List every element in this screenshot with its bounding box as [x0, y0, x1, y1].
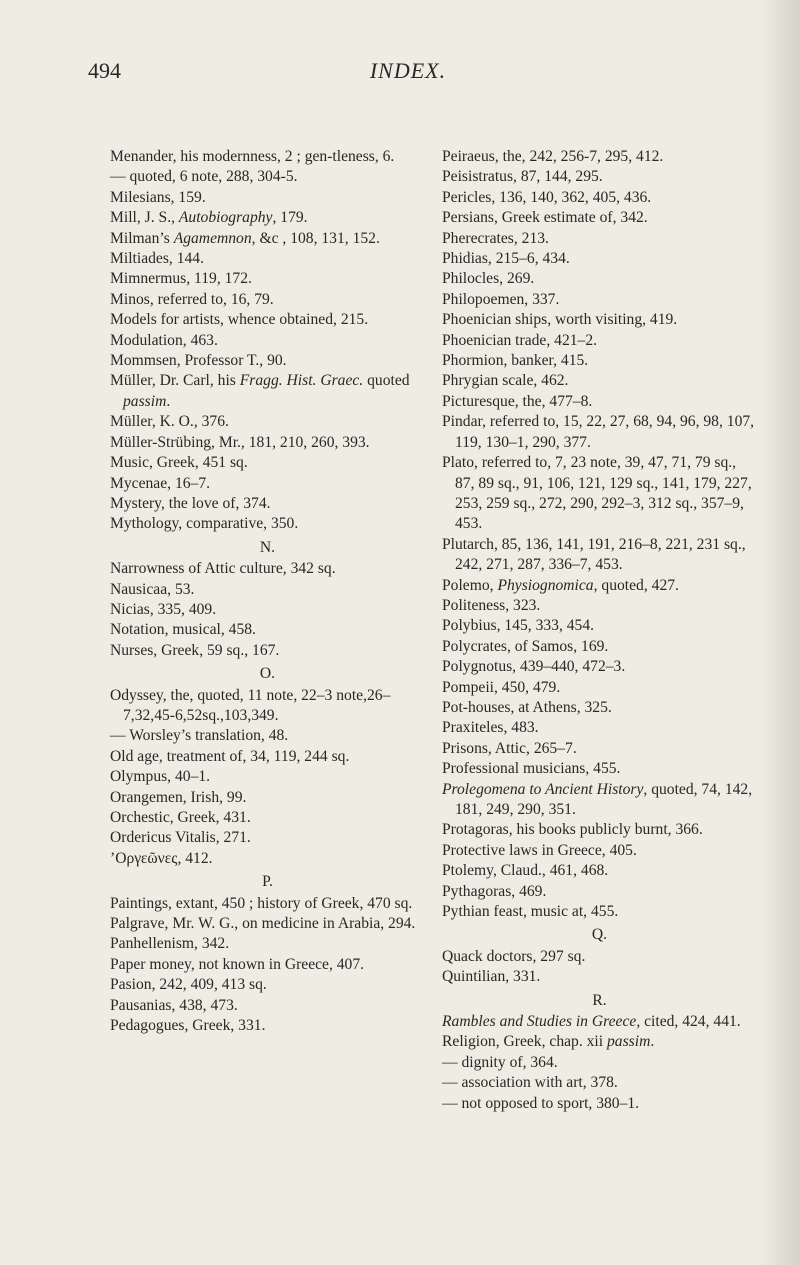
entry-text: . — [166, 392, 171, 410]
entry-text: Philopoemen, 337. — [442, 290, 560, 308]
entry-text: Old age, treatment of, 34, 119, 244 sq. — [110, 747, 350, 765]
entry-text: — quoted, 6 note, 288, 304-5. — [110, 168, 298, 186]
index-entry — [442, 208, 757, 228]
index-entry — [442, 820, 757, 840]
index-entry — [110, 580, 425, 600]
section-letter — [110, 872, 425, 892]
index-entry — [110, 996, 425, 1016]
index-entry — [442, 576, 757, 596]
entry-text: Pot-houses, at Athens, 325. — [442, 698, 612, 716]
index-entry — [442, 310, 757, 330]
index-entry — [442, 967, 757, 987]
index-entry — [110, 828, 425, 848]
index-entry — [110, 433, 425, 453]
entry-text: Polybius, 145, 333, 454. — [442, 617, 595, 635]
entry-text: Peiraeus, the, 242, 256-7, 295, 412. — [442, 148, 664, 165]
entry-text: Nurses, Greek, 59 sq., 167. — [110, 641, 280, 659]
index-column-left — [110, 147, 425, 1036]
section-letter — [442, 925, 757, 945]
index-entry — [110, 371, 425, 412]
entry-text: Polycrates, of Samos, 169. — [442, 637, 609, 655]
index-entry — [442, 1053, 757, 1073]
entry-text: Music, Greek, 451 sq. — [110, 454, 248, 472]
entry-text: Mythology, comparative, 350. — [110, 515, 299, 533]
index-entry — [442, 739, 757, 759]
italic-title: Rambles and Studies in Greece — [442, 1013, 637, 1031]
index-entry — [442, 657, 757, 677]
entry-text: Pherecrates, 213. — [442, 229, 549, 247]
entry-text: O. — [259, 665, 276, 683]
index-entry — [110, 1016, 425, 1036]
entry-text: Religion, Greek, chap. xii — [442, 1033, 607, 1051]
entry-text: Pasion, 242, 409, 413 sq. — [110, 976, 267, 994]
index-entry — [110, 849, 425, 869]
entry-text: Philocles, 269. — [442, 270, 535, 288]
index-entry — [110, 290, 425, 310]
entry-text: Müller-Strübing, Mr., 181, 210, 260, 393. — [110, 433, 370, 451]
index-entry — [110, 747, 425, 767]
entry-text: Orangemen, Irish, 99. — [110, 788, 247, 806]
index-entry — [442, 229, 757, 249]
index-entry — [442, 1012, 757, 1032]
index-entry — [442, 188, 757, 208]
index-entry — [442, 147, 757, 167]
entry-text: Mycenae, 16–7. — [110, 474, 211, 492]
index-entry — [110, 934, 425, 954]
index-entry — [442, 249, 757, 269]
index-entry — [442, 1094, 757, 1114]
entry-text: Polygnotus, 439–440, 472–3. — [442, 658, 626, 676]
entry-text: Müller, K. O., 376. — [110, 413, 229, 431]
entry-text: Panhellenism, 342. — [110, 935, 230, 953]
entry-text: Ptolemy, Claud., 461, 468. — [442, 862, 609, 880]
index-entry — [110, 494, 425, 514]
entry-text: Phrygian scale, 462. — [442, 372, 569, 390]
italic-title: Physiognomica — [497, 576, 594, 594]
running-title: INDEX. — [369, 58, 447, 83]
index-entry — [110, 767, 425, 787]
entry-text: Pausanias, 438, 473. — [110, 996, 238, 1014]
entry-text: Phormion, banker, 415. — [442, 352, 589, 370]
entry-text: Plato, referred to, 7, 23 note, 39, 47, 71, 79 sq., 87, 89 sq., 91, 106, 121, 129 sq., 141, 179, 227, 253, 259 sq., 272, 290, 292–3, 312 sq., 357–9, 453. — [442, 454, 752, 533]
index-entry — [110, 453, 425, 473]
index-entry — [442, 331, 757, 351]
entry-text: Modulation, 463. — [110, 331, 218, 349]
index-entry — [442, 392, 757, 412]
entry-text: Mill, J. S., — [110, 209, 179, 227]
index-entry — [442, 269, 757, 289]
entry-text: Protective laws in Greece, 405. — [442, 841, 637, 859]
entry-text: Phoenician ships, worth visiting, 419. — [442, 311, 678, 329]
italic-title: Autobiography — [178, 209, 273, 227]
index-entry — [110, 331, 425, 351]
entry-text: Orchestic, Greek, 431. — [110, 809, 251, 826]
index-entry — [442, 841, 757, 861]
index-entry — [110, 726, 425, 746]
entry-text: , quoted, 427. — [593, 576, 679, 594]
index-entry — [442, 535, 757, 576]
index-entry — [442, 290, 757, 310]
entry-text: , cited, 424, 441. — [636, 1013, 741, 1031]
index-entry — [442, 616, 757, 636]
entry-text: Picturesque, the, 477–8. — [442, 392, 593, 410]
index-entry — [110, 147, 425, 167]
entry-text: Pindar, referred to, 15, 22, 27, 68, 94, 96, 98, 107, 119, 130–1, 290, 377. — [442, 413, 755, 451]
index-entry — [110, 955, 425, 975]
index-entry — [110, 229, 425, 249]
index-column-right — [442, 147, 757, 1114]
entry-text: Peisistratus, 87, 144, 295. — [442, 168, 603, 186]
entry-text: Paintings, extant, 450 ; history of Greek, 470 sq. — [110, 894, 413, 912]
entry-text: ’Οργεῶνες, 412. — [110, 849, 213, 867]
entry-text: Milman’s — [110, 229, 174, 247]
entry-text: Phoenician trade, 421–2. — [442, 331, 598, 349]
entry-text: Mommsen, Professor T., 90. — [110, 352, 287, 370]
index-entry — [110, 167, 425, 187]
entry-text: , &c , 108, 131, 152. — [251, 229, 380, 247]
entry-text: Notation, musical, 458. — [110, 621, 256, 639]
entry-text: N. — [259, 538, 276, 556]
entry-text: Phidias, 215–6, 434. — [442, 250, 570, 268]
entry-text: Olympus, 40–1. — [110, 768, 211, 786]
index-entry — [442, 371, 757, 391]
index-entry — [110, 686, 425, 727]
entry-text: — association with art, 378. — [442, 1074, 618, 1092]
index-entry — [110, 310, 425, 330]
entry-text: Müller, Dr. Carl, his — [110, 372, 240, 390]
entry-text: Professional musicians, 455. — [442, 760, 621, 778]
index-entry — [442, 902, 757, 922]
entry-text: Quintilian, 331. — [442, 968, 541, 986]
entry-text: Pedagogues, Greek, 331. — [110, 1017, 266, 1035]
index-entry — [110, 894, 425, 914]
index-entry — [110, 188, 425, 208]
entry-text: Politeness, 323. — [442, 596, 541, 614]
index-entry — [110, 249, 425, 269]
index-entry — [442, 453, 757, 535]
entry-text: Q. — [591, 926, 608, 944]
entry-text: Polemo, — [442, 576, 498, 594]
index-entry — [442, 947, 757, 967]
entry-text: Pythagoras, 469. — [442, 882, 547, 900]
entry-text: Pythian feast, music at, 455. — [442, 903, 619, 921]
index-entry — [110, 914, 425, 934]
section-letter — [110, 664, 425, 684]
entry-text: Ordericus Vitalis, 271. — [110, 829, 251, 847]
index-entry — [442, 861, 757, 881]
entry-text: Palgrave, Mr. W. G., on medicine in Arabia, 294. — [110, 915, 416, 933]
italic-title: passim — [607, 1033, 651, 1051]
entry-text: Minos, referred to, 16, 79. — [110, 290, 274, 308]
index-entry — [110, 641, 425, 661]
entry-text: Narrowness of Attic culture, 342 sq. — [110, 560, 336, 578]
entry-text: Persians, Greek estimate of, 342. — [442, 209, 648, 227]
entry-text: Menander, his modernness, 2 ; gen-tleness, 6. — [110, 148, 395, 165]
entry-text: Pompeii, 450, 479. — [442, 678, 561, 696]
page-number: 494 — [88, 58, 121, 83]
index-entry — [110, 600, 425, 620]
entry-text: Pericles, 136, 140, 362, 405, 436. — [442, 188, 652, 206]
index-entry — [442, 678, 757, 698]
entry-text: Quack doctors, 297 sq. — [442, 947, 586, 965]
section-letter — [442, 991, 757, 1011]
entry-text: — Worsley’s translation, 48. — [110, 727, 289, 745]
entry-text: P. — [262, 873, 273, 891]
index-entry — [442, 882, 757, 902]
index-entry — [110, 269, 425, 289]
italic-title: Prolegomena to Ancient History — [442, 780, 644, 798]
entry-text: Mystery, the love of, 374. — [110, 494, 271, 512]
entry-text: Miltiades, 144. — [110, 250, 204, 268]
index-entry — [110, 975, 425, 995]
entry-text: Protagoras, his books publicly burnt, 366. — [442, 821, 703, 839]
italic-title: passim — [123, 392, 167, 410]
index-entry — [110, 620, 425, 640]
index-entry — [110, 412, 425, 432]
entry-text: Praxiteles, 483. — [442, 719, 539, 737]
index-entry — [442, 637, 757, 657]
index-entry — [110, 808, 425, 828]
entry-text: Nicias, 335, 409. — [110, 600, 217, 618]
entry-text: — dignity of, 364. — [442, 1053, 558, 1071]
entry-text: Mimnermus, 119, 172. — [110, 270, 252, 288]
index-entry — [442, 1073, 757, 1093]
entry-text: Prisons, Attic, 265–7. — [442, 739, 577, 757]
section-letter — [110, 538, 425, 558]
index-entry — [442, 167, 757, 187]
index-entry — [110, 208, 425, 228]
index-entry — [110, 559, 425, 579]
index-entry — [442, 351, 757, 371]
index-entry — [442, 1032, 757, 1052]
italic-title: Agamemnon — [173, 229, 252, 247]
italic-title: Fragg. Hist. Graec. — [239, 372, 364, 390]
entry-text: Odyssey, the, quoted, 11 note, 22–3 note,26–7,32,45-6,52sq.,103,349. — [110, 686, 391, 724]
entry-text: Models for artists, whence obtained, 215. — [110, 311, 369, 329]
index-entry — [110, 514, 425, 534]
index-entry — [442, 698, 757, 718]
entry-text: , quoted, 74, 142, 181, 249, 290, 351. — [455, 780, 753, 818]
index-entry — [110, 351, 425, 371]
index-entry — [442, 596, 757, 616]
page-header — [88, 58, 728, 98]
index-entry — [110, 788, 425, 808]
entry-text: R. — [592, 991, 607, 1009]
entry-text: . — [650, 1033, 655, 1051]
entry-text: Milesians, 159. — [110, 188, 206, 206]
index-entry — [110, 474, 425, 494]
entry-text: — not opposed to sport, 380–1. — [442, 1094, 640, 1112]
entry-text: Paper money, not known in Greece, 407. — [110, 955, 365, 973]
entry-text: Nausicaa, 53. — [110, 580, 195, 598]
index-entry — [442, 718, 757, 738]
entry-text: quoted — [363, 372, 410, 390]
index-entry — [442, 759, 757, 779]
entry-text: Plutarch, 85, 136, 141, 191, 216–8, 221, 231 sq., 242, 271, 287, 336–7, 453. — [442, 535, 746, 574]
index-entry — [442, 412, 757, 453]
index-entry — [442, 780, 757, 821]
entry-text: , 179. — [272, 209, 308, 227]
